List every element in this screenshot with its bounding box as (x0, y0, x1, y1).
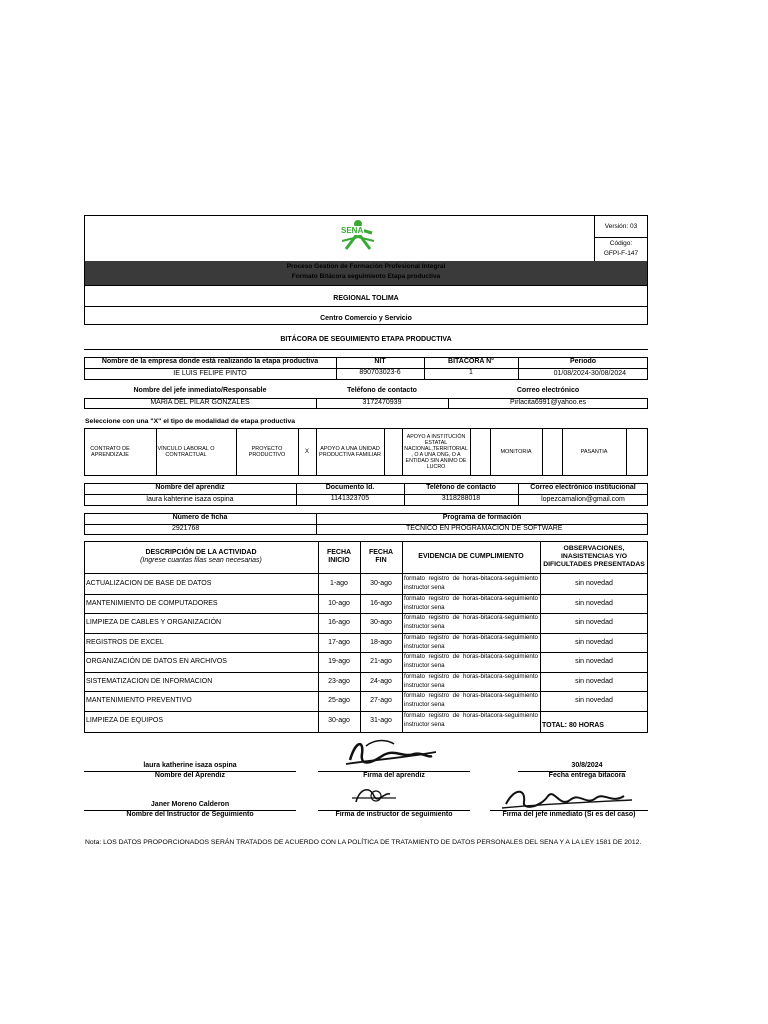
nota-legal: Nota: LOS DATOS PROPORCIONADOS SERÁN TRATADOS DE ACUERDO CON LA POLÍTICA DE TRATAMIENTO DE DATOS PERSONALES DEL SENA Y A LA LEY 1581 DE 2012. (85, 839, 642, 846)
activity-evidencia: formato registro de horas-bitacora-seguimiento instructor sena (404, 712, 538, 728)
label-nombre-instructor: Nombre del Instructor de Seguimiento (126, 810, 254, 818)
ficha-numero: 2921768 (172, 525, 200, 533)
activity-fecha-fin: 21-ago (370, 657, 392, 665)
activity-fecha-inicio: 19-ago (328, 657, 350, 665)
activity-evidencia: formato registro de horas-bitacora-seguimiento instructor sena (404, 575, 538, 591)
aprendiz-h-correo: Correo electrónico institucional (530, 484, 636, 492)
activity-evidencia: formato registro de horas-bitacora-seguimiento instructor sena (404, 614, 538, 630)
modalidad-unidad-familiar: APOYO A UNA UNIDAD PRODUCTIVA FAMILIAR (319, 445, 381, 458)
activity-fecha-fin: 27-ago (370, 696, 392, 704)
activity-observaciones: sin novedad (575, 638, 613, 646)
ficha-h-programa: Programa de formación (442, 514, 522, 522)
aprendiz-nombre-firma: laura katherine isaza ospina (143, 761, 237, 769)
activity-fecha-fin: 31-ago (370, 716, 392, 724)
regional-title: REGIONAL TOLIMA (333, 294, 399, 302)
activity-observaciones: sin novedad (575, 618, 613, 626)
activity-fecha-inicio: 25-ago (328, 696, 350, 704)
modalidad-proyecto: PROYECTO PRODUCTIVO (248, 445, 286, 458)
modalidad-vinculo: VÍNCULO LABORAL O CONTRACTUAL (157, 445, 215, 458)
empresa-h-bitacora: BITACORA N° (448, 358, 494, 366)
process-line2: Formato Bitácora seguimiento Etapa productiva (291, 273, 441, 281)
fecha-entrega-value: 30/8/2024 (571, 761, 603, 769)
activity-fecha-inicio: 23-ago (328, 677, 350, 685)
activity-fecha-inicio: 1-ago (330, 579, 348, 587)
modalidad-prompt: Seleccione con una "X" el tipo de modalidad de etapa productiva (85, 418, 296, 425)
modalidad-contrato: CONTRATO DE APRENDIZAJE (90, 445, 130, 458)
activity-fecha-fin: 18-ago (370, 638, 392, 646)
activity-desc: ACTUALIZACION DE BASE DE DATOS (86, 579, 212, 587)
activity-fecha-fin: 24-ago (370, 677, 392, 685)
modalidad-mark-x: X (304, 448, 309, 455)
code-label: Código: (609, 239, 633, 247)
activity-fecha-inicio: 17-ago (328, 638, 350, 646)
activity-observaciones: sin novedad (575, 696, 613, 704)
sena-logo-text: SENA (341, 226, 364, 235)
activity-evidencia: formato registro de horas-bitacora-seguimiento instructor sena (404, 634, 538, 650)
act-h-evidencia: EVIDENCIA DE CUMPLIMIENTO (418, 552, 524, 560)
version-text: Versión: 03 (604, 222, 638, 230)
aprendiz-tel: 3118288018 (441, 494, 481, 502)
firma-instructor-signature (350, 782, 398, 810)
empresa-nombre: IE LUIS FELIPE PINTO (173, 369, 247, 377)
act-h-inicio: FECHA INICIO (326, 548, 352, 564)
activity-observaciones: sin novedad (575, 657, 613, 665)
activity-desc: MANTENIMIENTO DE COMPUTADORES (86, 599, 218, 607)
label-nombre-aprendiz: Nombre del Aprendiz (154, 771, 226, 779)
activity-observaciones: sin novedad (575, 599, 613, 607)
instructor-nombre: Janer Moreno Calderon (150, 800, 230, 808)
act-h-fin: FECHA FIN (368, 548, 394, 564)
firma-aprendiz-signature (342, 736, 438, 770)
bitacora-title: BITÁCORA DE SEGUIMIENTO ETAPA PRODUCTIVA (280, 335, 452, 343)
activity-fecha-inicio: 10-ago (328, 599, 350, 607)
act-h-desc-sub: (Ingrese cuantas filas sean necesarias) (140, 557, 262, 564)
act-h-desc (84, 541, 318, 573)
jefe-telefono: 3172470939 (362, 399, 402, 407)
ficha-h-numero: Número de ficha (172, 514, 228, 522)
activity-observaciones: sin novedad (575, 677, 613, 685)
jefe-h-correo: Correo electrónico (516, 387, 580, 395)
empresa-nit: 890703023-6 (359, 368, 401, 376)
activity-desc: SISTEMATIZACION DE INFORMACION (86, 677, 213, 685)
jefe-h-telefono: Teléfono de contacto (347, 387, 417, 395)
empresa-bitacora: 1 (469, 368, 473, 376)
activity-evidencia: formato registro de horas-bitacora-seguimiento instructor sena (404, 595, 538, 611)
modalidad-pasantia: PASANTIA (580, 448, 608, 455)
label-fecha-entrega: Fecha entrega bitacora (548, 771, 626, 779)
empresa-h-nit: NIT (374, 358, 386, 366)
aprendiz-h-doc: Documento Id. (325, 484, 375, 492)
activity-fecha-inicio: 30-ago (328, 716, 350, 724)
activity-fecha-fin: 16-ago (370, 599, 392, 607)
act-h-desc-title: DESCRIPCIÓN DE LA ACTIVIDAD (145, 548, 257, 556)
activity-observaciones: TOTAL: 80 HORAS (542, 721, 604, 729)
sena-logo (336, 219, 380, 255)
activity-desc: REGISTROS DE EXCEL (86, 638, 164, 646)
process-line1: Proceso Gestión de Formación Profesional Integral (286, 263, 446, 271)
aprendiz-h-tel: Teléfono de contacto (426, 484, 496, 492)
empresa-h-periodo: Periodo (569, 358, 597, 366)
empresa-periodo: 01/08/2024-30/08/2024 (553, 369, 626, 377)
activity-fecha-fin: 30-ago (370, 579, 392, 587)
act-h-obs: OBSERVACIONES, INASISTENCIAS Y/O DIFICULTADES PRESENTADAS (543, 545, 645, 568)
label-firma-jefe: Firma del jefe inmediato (Si es del caso) (502, 810, 636, 818)
aprendiz-doc: 1141323705 (330, 494, 370, 502)
activity-desc: ORGANIZACIÓN DE DATOS EN ARCHIVOS (86, 657, 227, 665)
centro-title: Centro Comercio y Servicio (320, 314, 412, 322)
aprendiz-nombre: laura kahterine isaza ospina (146, 495, 234, 503)
aprendiz-correo: lopezcamalion@gmail.com (541, 495, 625, 503)
activity-evidencia: formato registro de horas-bitacora-seguimiento instructor sena (404, 653, 538, 669)
code-value: GFPI-F-147 (603, 249, 639, 257)
activity-desc: MANTENIMIENTO PREVENTIVO (86, 696, 192, 704)
modalidad-institucion: APOYO A INSTITUCIÓN ESTATAL NACIONAL,TERRITORIAL , O A UNA ONG, O A ENTIDAD SIN ANIMO DE LUCRO (404, 433, 468, 471)
empresa-h-nombre: Nombre de la empresa donde está realizando la etapa productiva (101, 358, 319, 366)
activity-observaciones: sin novedad (575, 579, 613, 587)
label-firma-aprendiz: Firma del aprendiz (363, 771, 425, 779)
activity-fecha-inicio: 16-ago (328, 618, 350, 626)
jefe-correo: Pirlacita6991@yahoo.es (510, 399, 586, 407)
ficha-programa: TECNICO EN PROGRAMACION DE SOFTWARE (406, 525, 563, 533)
label-firma-instructor: Firma de instructor de seguimiento (335, 810, 453, 818)
aprendiz-h-nombre: Nombre del aprendiz (155, 484, 225, 492)
activity-desc: LIMPIEZA DE EQUIPOS (86, 716, 164, 724)
modalidad-monitoria: MONITORIA (500, 448, 532, 455)
jefe-h-nombre: Nombre del jefe inmediato/Responsable (133, 387, 267, 395)
jefe-nombre: MARIA DEL PILAR GONZALES (150, 399, 250, 407)
activity-evidencia: formato registro de horas-bitacora-seguimiento instructor sena (404, 692, 538, 708)
activity-desc: LIMPIEZA DE CABLES Y ORGANIZACIÓN (86, 618, 222, 626)
activity-evidencia: formato registro de horas-bitacora-seguimiento instructor sena (404, 673, 538, 689)
activity-fecha-fin: 30-ago (370, 618, 392, 626)
